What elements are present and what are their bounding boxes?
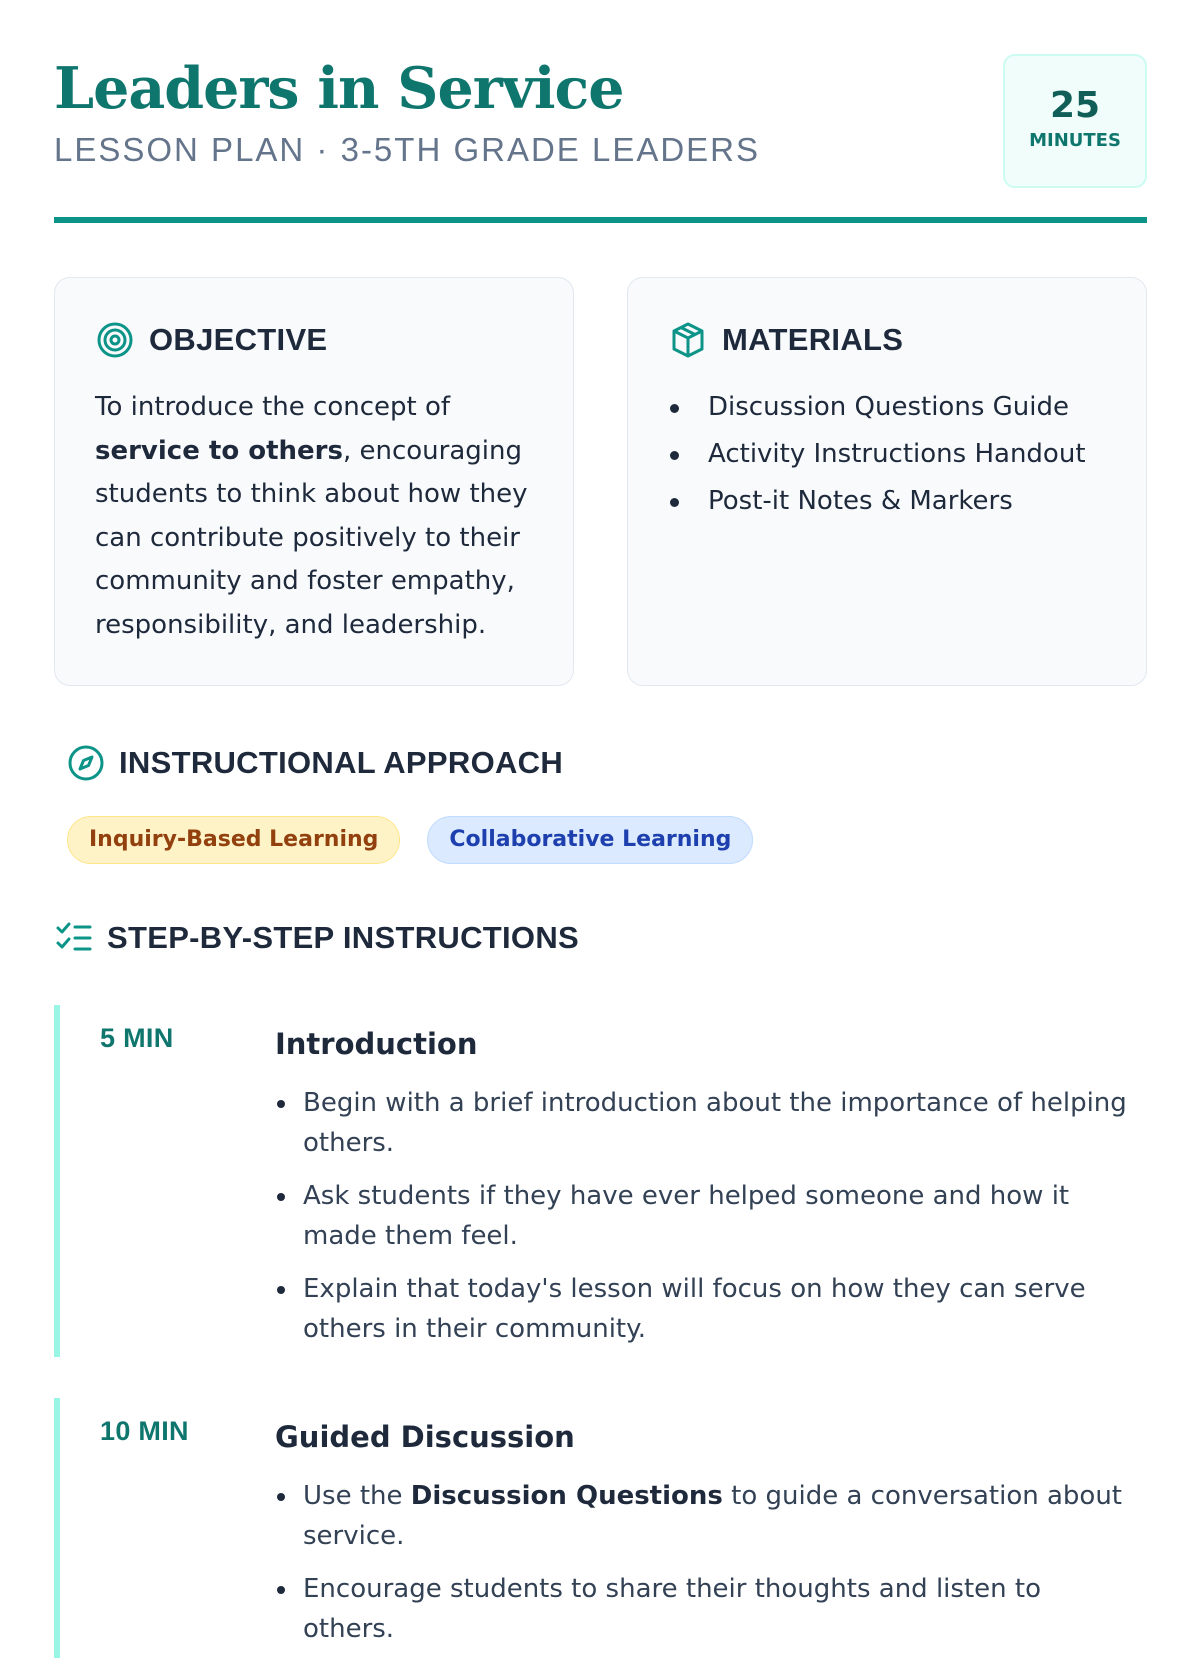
step-bullet: Begin with a brief introduction about the importance of helping others. bbox=[275, 1083, 1135, 1163]
step-title: Guided Discussion bbox=[275, 1420, 575, 1454]
approach-heading bbox=[67, 744, 563, 782]
duration-value: 25 bbox=[1049, 85, 1101, 126]
objective-card bbox=[54, 277, 574, 686]
step-introduction bbox=[54, 1005, 1147, 1357]
step-bullet: Encourage students to share their thoughts and listen to others. bbox=[275, 1569, 1135, 1649]
objective-text-emphasis: service to others bbox=[95, 435, 343, 466]
materials-heading bbox=[668, 318, 903, 362]
objective-heading bbox=[95, 318, 327, 362]
materials-item: Post-it Notes & Markers bbox=[668, 478, 1086, 525]
checklist-icon bbox=[55, 921, 93, 955]
step-timeline-bar bbox=[54, 1398, 60, 1658]
step-bullet: Explain that today's lesson will focus on how they can serve others in their community. bbox=[275, 1269, 1135, 1349]
page-title: Leaders in Service bbox=[54, 55, 624, 122]
objective-heading-text: OBJECTIVE bbox=[149, 322, 328, 357]
lesson-header bbox=[54, 52, 1147, 222]
step-bullet-end: to guide a conversation about service. bbox=[303, 1481, 1122, 1551]
approach-tags bbox=[67, 816, 780, 864]
header-divider bbox=[54, 217, 1147, 223]
duration-unit: MINUTES bbox=[1029, 130, 1121, 151]
objective-text-start: To introduce the concept of bbox=[95, 392, 451, 422]
box-icon bbox=[668, 320, 708, 360]
target-icon bbox=[95, 320, 135, 360]
step-bullets bbox=[275, 1476, 1135, 1662]
materials-item: Discussion Questions Guide bbox=[668, 384, 1086, 431]
materials-item: Activity Instructions Handout bbox=[668, 431, 1086, 478]
step-time: 10 MIN bbox=[100, 1416, 189, 1446]
materials-card bbox=[627, 277, 1147, 686]
materials-heading-text: MATERIALS bbox=[722, 322, 904, 357]
tag-collaborative-learning: Collaborative Learning bbox=[427, 816, 753, 864]
objective-text-end: , encouraging students to think about how they can contribute positively to their community and foster empathy, responsibility, and leadership. bbox=[95, 435, 528, 640]
approach-heading-text: INSTRUCTIONAL APPROACH bbox=[119, 745, 564, 780]
materials-list bbox=[668, 384, 1086, 525]
step-guided-discussion bbox=[54, 1398, 1147, 1658]
steps-heading bbox=[55, 920, 579, 956]
steps-heading-text: STEP-BY-STEP INSTRUCTIONS bbox=[107, 920, 579, 955]
step-time: 5 MIN bbox=[100, 1023, 174, 1053]
duration-badge bbox=[1003, 54, 1147, 188]
step-bullet-emphasis: Discussion Questions bbox=[410, 1481, 723, 1511]
page-subtitle: LESSON PLAN · 3-5TH GRADE LEADERS bbox=[54, 131, 761, 168]
step-bullets bbox=[275, 1083, 1135, 1362]
step-timeline-bar bbox=[54, 1005, 60, 1357]
step-bullet: Ask students if they have ever helped someone and how it made them feel. bbox=[275, 1176, 1135, 1256]
step-title: Introduction bbox=[275, 1027, 478, 1061]
compass-icon bbox=[67, 744, 105, 782]
step-bullet-start: Use the bbox=[303, 1481, 411, 1511]
tag-inquiry-based-learning: Inquiry-Based Learning bbox=[67, 816, 400, 864]
objective-text bbox=[95, 386, 535, 647]
step-bullet bbox=[275, 1476, 1135, 1556]
